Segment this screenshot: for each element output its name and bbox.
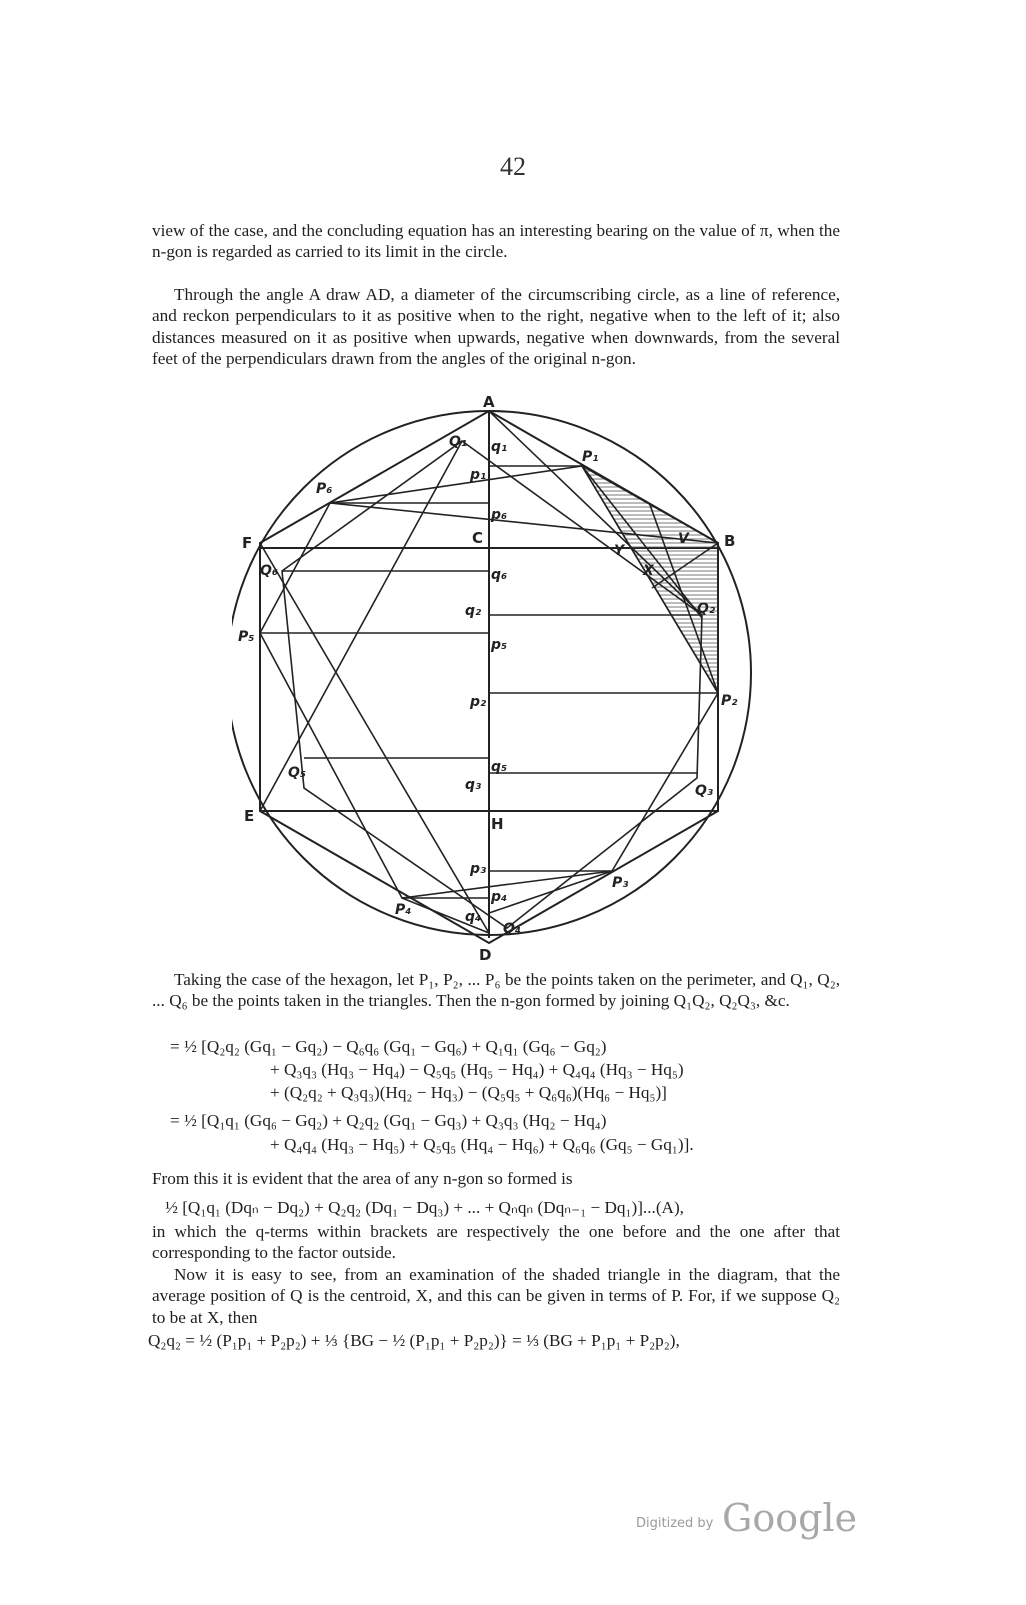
equation-line-1: = ½ [Q₂q₂ (Gq₁ − Gq₂) − Q₆q₆ (Gq₁ − Gq₆) + Q₁q₁ (Gq₆ − Gq₂) xyxy=(170,1037,607,1056)
label-p2: P₂ xyxy=(721,693,738,709)
equation-line-2: + Q₃q₃ (Hq₃ − Hq₄) − Q₅q₅ (Hq₅ − Hq₄) + Q₄q₄ (Hq₃ − Hq₅) xyxy=(270,1060,684,1079)
label-q2: Q₂ xyxy=(697,601,716,617)
label-small-q1: q₁ xyxy=(491,439,508,455)
label-q3: Q₃ xyxy=(695,783,714,799)
label-small-q2: q₂ xyxy=(465,603,482,619)
label-small-p3: p₃ xyxy=(470,861,487,877)
label-h: H xyxy=(491,815,504,833)
hexagon-circle-diagram xyxy=(232,393,782,963)
label-q6: Q₆ xyxy=(260,563,279,579)
circumscribing-circle xyxy=(232,411,751,935)
page-number: 42 xyxy=(500,152,526,181)
label-b: B xyxy=(724,532,736,550)
label-p4: P₄ xyxy=(395,902,412,918)
paragraph-hexagon-case: Taking the case of the hexagon, let P₁, P₂, ... P₆ be the points taken on the perimeter, and Q₁, Q₂, ... Q₆ be the points taken in the triangles. Then the n-gon formed by joining Q₁Q₂, Q₂Q₃, &c. xyxy=(152,970,840,1011)
paragraph-centroid: Now it is easy to see, from an examination of the shaded triangle in the diagram, that the average position of Q is the centroid, X, and this can be given in terms of P. For, if we suppose Q₂ to be at X, then xyxy=(152,1265,840,1327)
paragraph-q-terms: in which the q-terms within brackets are respectively the one before and the one after that corresponding to the factor outside. xyxy=(152,1222,840,1263)
paragraph-evident: From this it is evident that the area of any n-gon so formed is xyxy=(152,1169,573,1188)
label-a: A xyxy=(483,393,495,411)
label-small-p4: p₄ xyxy=(491,889,508,905)
equation-line-5: + Q₄q₄ (Hq₃ − Hq₅) + Q₅q₅ (Hq₄ − Hq₆) + Q₆q₆ (Gq₅ − Gq₁)]. xyxy=(270,1135,694,1154)
label-small-q5: q₅ xyxy=(491,759,508,775)
label-d: D xyxy=(479,946,492,963)
label-p1: P₁ xyxy=(582,449,599,465)
equation-a: ½ [Q₁q₁ (Dqₙ − Dq₂) + Q₂q₂ (Dq₁ − Dq₃) + ... + Qₙqₙ (Dqₙ₋₁ − Dq₁)]...(A), xyxy=(165,1198,684,1217)
label-c: C xyxy=(472,529,484,547)
label-small-p2: p₂ xyxy=(470,694,487,710)
label-small-q4: q₄ xyxy=(465,909,482,925)
label-e: E xyxy=(244,807,255,825)
label-small-p1: p₁ xyxy=(470,467,487,483)
equation-line-3: + (Q₂q₂ + Q₃q₃)(Hq₂ − Hq₃) − (Q₅q₅ + Q₆q₆)(Hq₆ − Hq₅)] xyxy=(270,1083,667,1102)
label-f: F xyxy=(242,534,253,552)
digitized-watermark xyxy=(636,1496,856,1546)
label-small-p6: p₆ xyxy=(491,507,508,523)
label-p6: P₆ xyxy=(316,481,333,497)
label-q5: Q₅ xyxy=(288,765,307,781)
equation-q2q2: Q₂q₂ = ½ (P₁p₁ + P₂p₂) + ⅓ {BG − ½ (P₁p₁ + P₂p₂)} = ⅓ (BG + P₁p₁ + P₂p₂), xyxy=(148,1331,680,1350)
label-q4: Q₄ xyxy=(503,921,522,937)
label-v: V xyxy=(678,531,689,547)
google-logo: Google xyxy=(722,1496,858,1540)
label-p5: P₅ xyxy=(238,629,255,645)
label-small-q6: q₆ xyxy=(491,567,508,583)
label-y: Y xyxy=(614,543,625,559)
label-p3: P₃ xyxy=(612,875,629,891)
label-q1: Q₁ xyxy=(449,434,468,450)
paragraph-intro: view of the case, and the concluding equation has an interesting bearing on the value of π, when the n-gon is regarded as carried to its limit in the circle. xyxy=(152,221,840,262)
label-x: X xyxy=(643,563,654,579)
label-small-p5: p₅ xyxy=(491,637,508,653)
paragraph-reference-line: Through the angle A draw AD, a diameter of the circumscribing circle, as a line of reference, and reckon perpendiculars to it as positive when to the right, negative when to the left of it; also distances measured on it as positive when upwards, negative when downwards, from the several feet of the perpendiculars drawn from the angles of the original n-gon. xyxy=(152,285,840,368)
label-small-q3: q₃ xyxy=(465,777,482,793)
equation-line-4: = ½ [Q₁q₁ (Gq₆ − Gq₂) + Q₂q₂ (Gq₁ − Gq₃) + Q₃q₃ (Hq₂ − Hq₄) xyxy=(170,1111,607,1130)
digitized-label: Digitized by xyxy=(636,1516,714,1531)
